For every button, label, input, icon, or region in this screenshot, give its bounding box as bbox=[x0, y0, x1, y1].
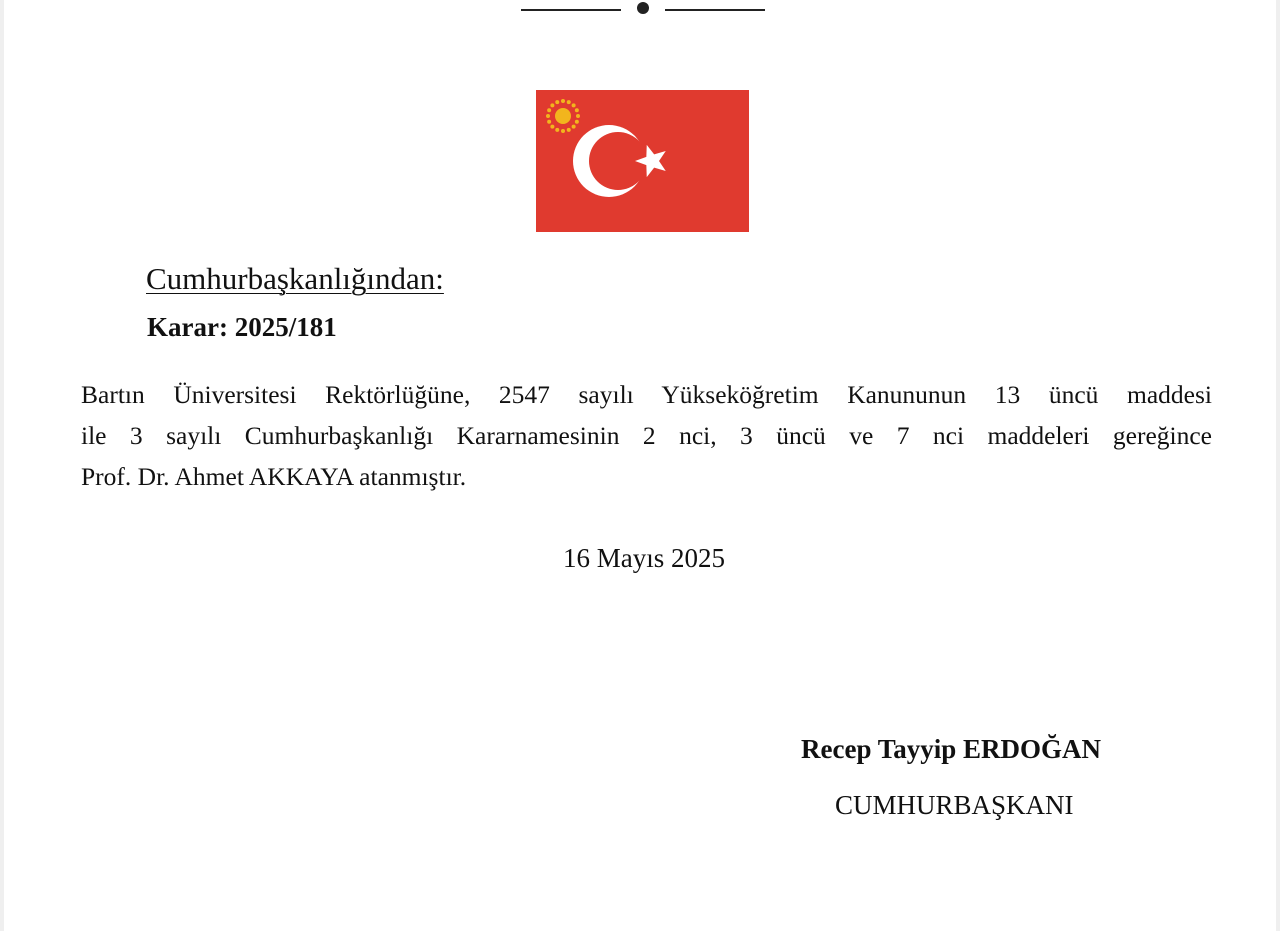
ornament-dot bbox=[637, 2, 649, 14]
header-ornament bbox=[519, 0, 769, 20]
decision-date: 16 Mayıs 2025 bbox=[563, 543, 725, 573]
page-title: Cumhurbaşkanlığından: bbox=[146, 261, 444, 296]
body-line: Bartın Üniversitesi Rektörlüğüne, 2547 sayılı Yükseköğretim Kanununun 13 üncü maddesi bbox=[81, 380, 1212, 409]
ornament-line-right bbox=[665, 9, 765, 11]
ornament-line-left bbox=[521, 9, 621, 11]
decision-body bbox=[81, 374, 1212, 497]
body-line: Prof. Dr. Ahmet AKKAYA atanmıştır. bbox=[81, 462, 467, 491]
body-line: ile 3 sayılı Cumhurbaşkanlığı Kararnamesinin 2 nci, 3 üncü ve 7 nci maddeleri gereğince bbox=[81, 421, 1212, 450]
decision-number: Karar: 2025/181 bbox=[147, 312, 337, 342]
presidential-flag-icon bbox=[536, 90, 749, 232]
signer-title: CUMHURBAŞKANI bbox=[835, 790, 1074, 820]
signer-name: Recep Tayyip ERDOĞAN bbox=[801, 734, 1102, 764]
document-page bbox=[4, 0, 1276, 931]
